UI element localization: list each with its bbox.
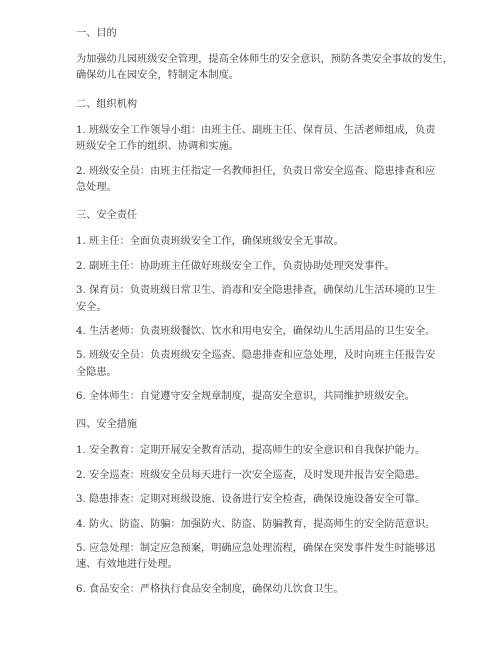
paragraph — [76, 541, 442, 574]
paragraph — [76, 52, 453, 85]
paragraph — [76, 234, 442, 250]
paragraph-line: 2. 安全巡查：班级安全员每天进行一次安全巡查，及时发现并报告安全隐患。 — [76, 469, 426, 481]
paragraph — [76, 517, 442, 533]
paragraph-line: 1. 班主任：全面负责班级安全工作，确保班级安全无事故。 — [76, 236, 344, 248]
section-heading: 三、安全责任 — [76, 210, 138, 222]
paragraph-line: 2. 班级安全员：由班主任指定一名教师担任，负责日常安全巡查、隐患排查和应 — [76, 165, 436, 177]
paragraph — [76, 283, 442, 316]
paragraph-line: 急处理。 — [76, 181, 117, 193]
paragraph-line: 5. 应急处理：制定应急预案，明确应急处理流程，确保在突发事件发生时能够迅 — [76, 543, 436, 555]
paragraph — [76, 443, 442, 459]
section-heading: 一、目的 — [76, 28, 117, 39]
paragraph — [76, 348, 442, 381]
paragraph — [76, 259, 442, 275]
paragraph — [76, 492, 442, 508]
section-measures — [76, 417, 442, 598]
section-organization — [76, 97, 442, 197]
paragraph-line: 1. 安全教育：定期开展安全教育活动，提高师生的安全意识和自我保护能力。 — [76, 445, 426, 457]
section-responsibility — [76, 208, 442, 405]
section-purpose — [76, 26, 453, 85]
paragraph-line: 3. 隐患排查：定期对班级设施、设备进行安全检查，确保设施设备安全可靠。 — [76, 494, 426, 506]
paragraph — [76, 324, 442, 340]
paragraph-line: 6. 食品安全：严格执行食品安全制度，确保幼儿饮食卫生。 — [76, 583, 344, 595]
paragraph-line: 速、有效地进行处理。 — [76, 559, 178, 571]
paragraph-line: 班级安全工作的组织、协调和实施。 — [76, 141, 239, 153]
paragraph-line: 4. 防火、防盗、防骗：加强防火、防盗、防骗教育，提高师生的安全防范意识。 — [76, 518, 436, 530]
paragraph-line: 5. 班级安全员：负责班级安全巡查、隐患排查和应急处理，及时向班主任报告安 — [76, 350, 436, 362]
paragraph — [76, 468, 442, 484]
paragraph — [76, 389, 442, 405]
section-heading: 四、安全措施 — [76, 419, 138, 431]
paragraph-line: 全隐患。 — [76, 366, 117, 378]
paragraph — [76, 582, 442, 598]
section-heading: 二、组织机构 — [76, 98, 138, 110]
paragraph-line: 确保幼儿在园安全，特制定本制度。 — [76, 70, 239, 82]
paragraph-line: 3. 保育员：负责班级日常卫生、消毒和安全隐患排查，确保幼儿生活环境的卫生 — [76, 285, 436, 297]
paragraph — [76, 164, 442, 197]
paragraph-line: 6. 全体师生：自觉遵守安全规章制度，提高安全意识，共同维护班级安全。 — [76, 391, 415, 403]
paragraph-line: 为加强幼儿园班级安全管理，提高全体师生的安全意识，预防各类安全事故的发生， — [76, 54, 453, 65]
paragraph-line: 安全。 — [76, 301, 107, 313]
paragraph-line: 1. 班级安全工作领导小组：由班主任、副班主任、保育员、生活老师组成，负责 — [76, 124, 436, 136]
paragraph-line: 2. 副班主任：协助班主任做好班级安全工作，负责协助处理突发事件。 — [76, 260, 395, 272]
paragraph — [76, 123, 442, 156]
paragraph-line: 4. 生活老师：负责班级餐饮、饮水和用电安全，确保幼儿生活用品的卫生安全。 — [76, 325, 436, 337]
